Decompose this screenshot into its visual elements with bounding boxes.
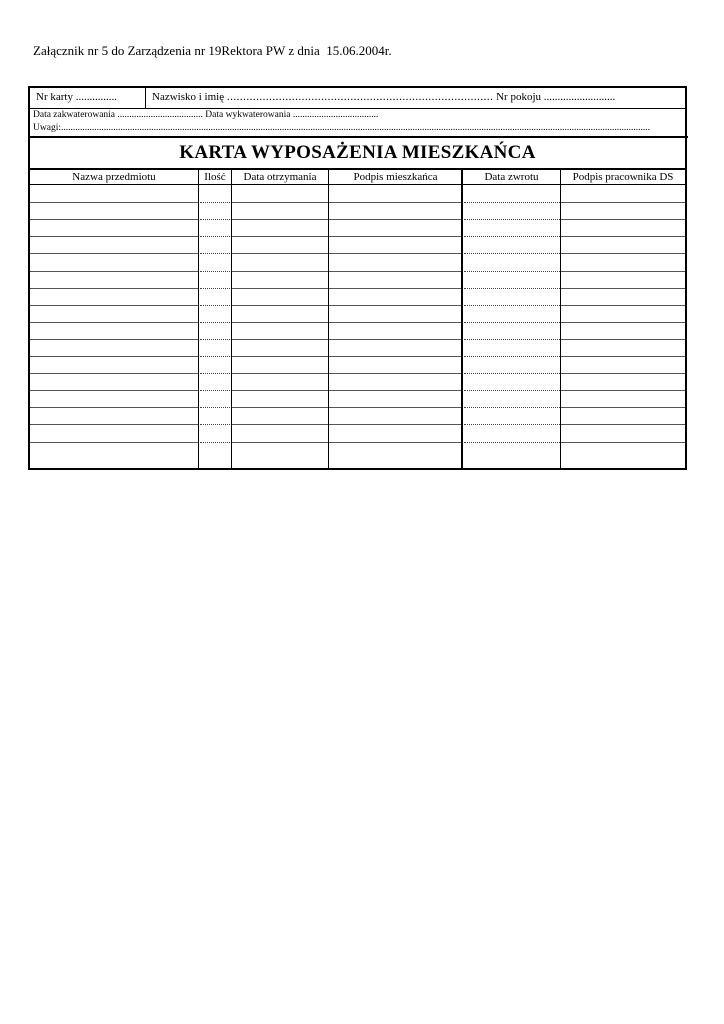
table-cell-line	[232, 253, 328, 254]
table-cell-line	[232, 202, 328, 203]
table-cell-line	[561, 322, 685, 323]
table-cell-line	[232, 424, 328, 425]
table-cell-line	[464, 442, 560, 443]
table-cell-line	[464, 219, 560, 220]
table-cell-line	[200, 305, 230, 306]
table-cell-line	[232, 322, 328, 323]
table-cell-line	[200, 271, 230, 272]
table-cell-line	[30, 271, 198, 272]
table-cell-line	[561, 390, 685, 391]
table-cell-line	[30, 322, 198, 323]
table-cell-line	[464, 202, 560, 203]
table-cell-line	[329, 339, 461, 340]
table-cell-line	[232, 305, 328, 306]
table-cell-line	[30, 339, 198, 340]
table-cell-line	[232, 236, 328, 237]
table-cell-line	[232, 390, 328, 391]
room-number-dots: ..........................	[543, 91, 616, 103]
table-cell-line	[200, 356, 230, 357]
table-cell-line	[329, 288, 461, 289]
table-cell-line	[30, 356, 198, 357]
table-cell-line	[561, 424, 685, 425]
column-header-quantity: Ilość	[204, 171, 226, 183]
table-cell-line	[329, 356, 461, 357]
dates-row[interactable]	[30, 109, 688, 122]
card-header-row	[30, 88, 685, 109]
table-cell-line	[200, 407, 230, 408]
table-cell-line	[329, 253, 461, 254]
table-cell-line	[329, 271, 461, 272]
table-cell-line	[30, 442, 198, 443]
table-cell-line	[561, 305, 685, 306]
notes-label: Uwagi:	[33, 123, 61, 133]
table-cell-line	[30, 305, 198, 306]
column-header-item-name: Nazwa przedmiotu	[72, 171, 156, 183]
table-cell-line	[200, 219, 230, 220]
table-cell-line	[200, 236, 230, 237]
equipment-table	[30, 170, 685, 468]
table-cell-line	[561, 288, 685, 289]
table-cell-line	[561, 356, 685, 357]
table-cell-line	[561, 271, 685, 272]
table-cell-line	[30, 236, 198, 237]
table-cell-line	[561, 202, 685, 203]
table-cell-line	[464, 373, 560, 374]
table-cell-line	[200, 253, 230, 254]
table-cell-line	[30, 219, 198, 220]
table-cell-line	[200, 288, 230, 289]
table-cell-line	[30, 288, 198, 289]
table-cell-line	[464, 356, 560, 357]
table-cell-line	[464, 253, 560, 254]
table-cell-line	[464, 271, 560, 272]
table-cell-line	[200, 339, 230, 340]
check-out-label: Data wykwaterowania	[205, 110, 291, 120]
attachment-note: Załącznik nr 5 do Zarządzenia nr 19Rektora PW z dnia 15.06.2004r.	[33, 43, 392, 58]
table-cell-line	[329, 236, 461, 237]
table-cell-line	[232, 219, 328, 220]
column-header-staff-signature: Podpis pracownika DS	[572, 171, 674, 183]
table-cell-line	[464, 236, 560, 237]
table-cell-line	[329, 424, 461, 425]
table-cell-line	[329, 219, 461, 220]
table-header-divider	[30, 184, 685, 185]
table-cell-line	[30, 202, 198, 203]
table-cell-line	[329, 442, 461, 443]
notes-dots: ........................................................................................................................................................................................................................................................	[60, 123, 650, 133]
form-title: KARTA WYPOSAŻENIA MIESZKAŃCA	[30, 138, 685, 170]
table-cell-line	[232, 356, 328, 357]
table-cell-line	[464, 407, 560, 408]
column-header-resident-signature: Podpis mieszkańca	[353, 171, 438, 183]
check-in-dots: ....................................	[117, 110, 203, 120]
table-cell-line	[464, 424, 560, 425]
table-cell-line	[329, 373, 461, 374]
column-divider	[198, 170, 199, 468]
table-cell-line	[232, 271, 328, 272]
column-header-date-received: Data otrzymania	[243, 171, 317, 183]
column-divider	[461, 170, 463, 468]
equipment-card-form	[28, 86, 687, 470]
notes-row[interactable]	[30, 122, 688, 138]
name-dots: ..................................................................................	[226, 91, 494, 103]
table-cell-line	[329, 322, 461, 323]
card-number-field[interactable]	[30, 88, 146, 108]
table-cell-line	[464, 288, 560, 289]
table-cell-line	[200, 373, 230, 374]
room-number-label: Nr pokoju	[496, 91, 542, 103]
table-cell-line	[232, 339, 328, 340]
table-cell-line	[200, 202, 230, 203]
table-cell-line	[200, 442, 230, 443]
table-cell-line	[561, 219, 685, 220]
check-out-dots: ....................................	[292, 110, 379, 120]
table-cell-line	[30, 253, 198, 254]
table-cell-line	[329, 407, 461, 408]
table-cell-line	[561, 442, 685, 443]
check-in-label: Data zakwaterowania	[33, 110, 116, 120]
table-cell-line	[232, 407, 328, 408]
table-cell-line	[329, 202, 461, 203]
table-cell-line	[464, 339, 560, 340]
table-cell-line	[200, 424, 230, 425]
table-cell-line	[329, 305, 461, 306]
name-label: Nazwisko i imię	[152, 91, 225, 103]
table-cell-line	[561, 339, 685, 340]
table-cell-line	[200, 322, 230, 323]
name-room-field[interactable]	[146, 88, 685, 108]
table-cell-line	[464, 305, 560, 306]
table-cell-line	[30, 390, 198, 391]
card-number-dots: ...............	[75, 91, 117, 103]
table-cell-line	[329, 390, 461, 391]
table-cell-line	[561, 253, 685, 254]
table-cell-line	[30, 424, 198, 425]
table-cell-line	[232, 373, 328, 374]
table-cell-line	[561, 407, 685, 408]
table-cell-line	[232, 288, 328, 289]
table-cell-line	[30, 373, 198, 374]
table-cell-line	[464, 390, 560, 391]
table-cell-line	[30, 407, 198, 408]
table-cell-line	[561, 373, 685, 374]
table-cell-line	[232, 442, 328, 443]
table-cell-line	[200, 390, 230, 391]
table-cell-line	[464, 322, 560, 323]
column-header-return-date: Data zwrotu	[484, 171, 539, 183]
card-number-label: Nr karty	[36, 91, 73, 103]
table-cell-line	[561, 236, 685, 237]
